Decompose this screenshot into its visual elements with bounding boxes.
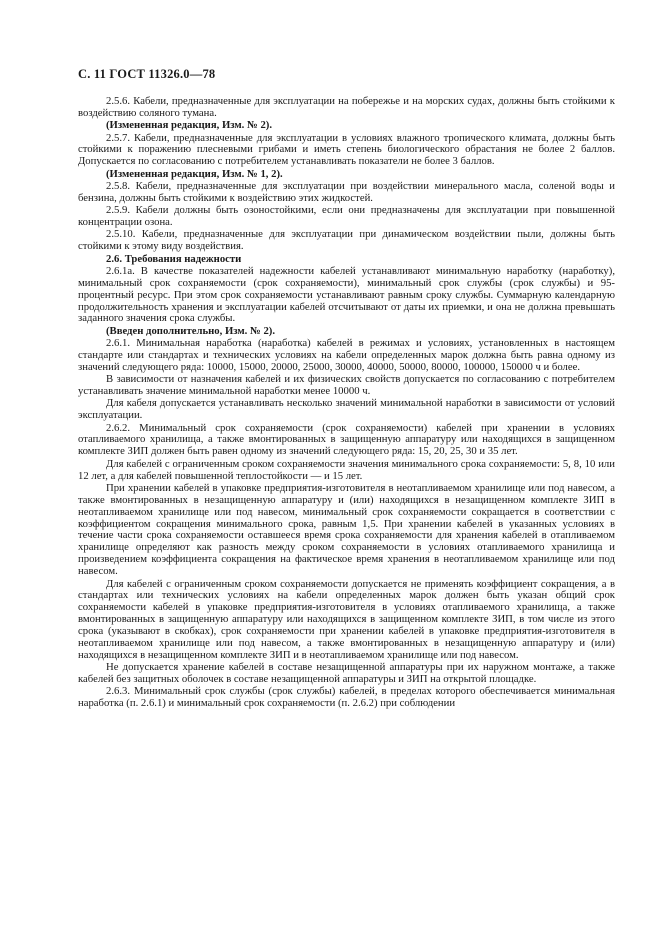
paragraph: 2.5.6. Кабели, предназначенные для эксплуатации на побережье и на морских судах, должны быть стойкими к воздействию соляного тумана.	[78, 95, 615, 119]
paragraph: При хранении кабелей в упаковке предприятия-изготовителя в неотапливаемом хранилище или под навесом, а также вмонтированных в незащищенную аппаратуру и (или) находящихся в незащищенном комплекте ЗИП в неотапливаемом хранилище или под навесом, минимальный срок сохраняемости сокращается в соответствии с коэффициентом сокращения минимального срока, равным 1,5. При хранении кабелей в указанных условиях в течение части срока сохраняемости оставшееся время срока сохраняемости для хранения кабелей в отапливаемом хранилище определяют как разность между сроком сохраняемости в условиях отапливаемого хранилища и произведением коэффициента сокращения на фактическое время хранения в неотапливаемом хранилище или под навесом.	[78, 481, 615, 578]
bold-note: (Измененная редакция, Изм. № 2).	[106, 119, 273, 132]
page-header: С. 11 ГОСТ 11326.0—78	[78, 67, 216, 81]
paragraph: 2.5.9. Кабели должны быть озоностойкими, если они предназначены для эксплуатации при повышенной концентрации озона.	[78, 204, 615, 229]
paragraph: 2.5.8. Кабели, предназначенные для эксплуатации при воздействии минерального масла, соленой воды и бензина, должны быть стойкими к воздействию этих жидкостей.	[78, 179, 615, 204]
paragraph: 2.5.7. Кабели, предназначенные для эксплуатации в условиях влажного тропического климата, должны быть стойкими к поражению плесневыми грибами и иметь степень биологического обрастания не более 2 баллов. Допускается по согласованию с потребителем устанавливать показатели не более 3 баллов.	[78, 131, 615, 168]
paragraph: 2.6.1а. В качестве показателей надежности кабелей устанавливают минимальную наработку (наработку), минимальный срок сохраняемости (срок сохраняемости), минимальный срок службы (срок службы) и 95-процентный ресурс. При этом срок сохраняемости устанавливают равным сроку службы. Суммарную календарную продолжительность хранения и эксплуатации кабелей отсчитывают от даты их приемки, и она не должна превышать заданного значения срока службы.	[78, 264, 615, 325]
paragraph: Для кабелей с ограниченным сроком сохраняемости значения минимального срока сохраняемости: 5, 8, 10 или 12 лет, а для кабелей повышенной теплостойкости — и 15 лет.	[78, 457, 615, 482]
paragraph: 2.6.2. Минимальный срок сохраняемости (срок сохраняемости) кабелей при хранении в условиях отапливаемого хранилища, а также вмонтированных в защищенную аппаратуру или находящихся в защищенном комплекте ЗИП должен быть равен одному из значений следующего ряда: 15, 20, 25, 30 и 35 лет.	[78, 421, 615, 458]
paragraph: 2.6.3. Минимальный срок службы (срок службы) кабелей, в пределах которого обеспечивается минимальная наработка (п. 2.6.1) и минимальный срок сохраняемости (п. 2.6.2) при соблюдении	[78, 685, 615, 710]
paragraph: Не допускается хранение кабелей в составе незащищенной аппаратуры при их наружном монтаже, а также кабелей без защитных оболочек в составе незащищенной аппаратуры и ЗИП на открытой площадке.	[78, 661, 615, 686]
paragraph: Для кабелей с ограниченным сроком сохраняемости допускается не применять коэффициент сокращения, а в стандартах или технических условиях на кабели определенных марок должен быть указан общий срок сохраняемости кабелей в упаковке предприятия-изготовителя в условиях отапливаемого хранилища, а также вмонтированных в защищенную аппаратуру или находящихся в защищенном комплекте ЗИП, в том числе из этого срока (указывают в скобках), срок сохраняемости при хранении кабелей в упаковке предприятия-изготовителя в неотапливаемом хранилище или под навесом, а также вмонтированных в незащищенную аппаратуру и (или) находящихся в незащищенном комплекте ЗИП и в неотапливаемом хранилище или под навесом.	[78, 577, 615, 661]
document-body	[78, 96, 615, 711]
bold-note: (Измененная редакция, Изм. № 1, 2).	[106, 167, 283, 180]
paragraph: 2.6.1. Минимальная наработка (наработка) кабелей в режимах и условиях, установленных в настоящем стандарте или стандартах и технических условиях на кабели определенных марок должна быть равна одному из значений следующего ряда: 10000, 15000, 20000, 25000, 30000, 40000, 50000, 80000, 100000, 150000 ч и более.	[78, 337, 615, 373]
bold-note: 2.6. Требования надежности	[106, 252, 242, 265]
bold-note: (Введен дополнительно, Изм. № 2).	[106, 324, 276, 337]
paragraph: Для кабеля допускается устанавливать несколько значений минимальной наработки в зависимости от условий эксплуатации.	[78, 397, 615, 422]
paragraph: 2.5.10. Кабели, предназначенные для эксплуатации при динамическом воздействии пыли, должны быть стойкими к этому виду воздействия.	[78, 228, 615, 253]
paragraph: В зависимости от назначения кабелей и их физических свойств допускается по согласованию с потребителем устанавливать значение минимальной наработки менее 10000 ч.	[78, 373, 615, 398]
